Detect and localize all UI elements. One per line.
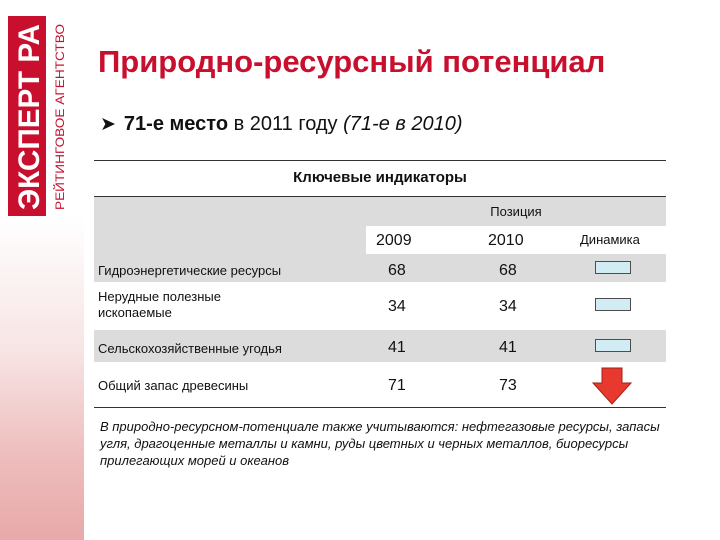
table-row-name: Общий запас древесины (98, 378, 249, 393)
table-cell-2010: 73 (499, 377, 517, 394)
year-2009-header: 2009 (376, 232, 412, 249)
dynamics-down-arrow-icon (591, 366, 633, 406)
rank-year-text: в 2011 году (228, 113, 344, 135)
table-row-name: Гидроэнергетические ресурсы (98, 263, 282, 278)
logo-brand-text: ЭКСПЕРТ РА (13, 22, 46, 210)
footnote-text: В природно-ресурсном-потенциале также учитываются: нефтегазовые ресурсы, запасы угля, драгоценные металлы и камни, руды цветных и черных металлов, биоресурсы прилегающих морей и океанов (100, 419, 660, 468)
rank-previous-text: (71-е в 2010) (343, 113, 463, 135)
rank-text: 71-е место (123, 113, 229, 135)
table-cell-2009: 34 (388, 298, 406, 315)
dynamics-flat-icon (595, 339, 631, 352)
page-title: Природно-ресурсный потенциал (98, 44, 606, 79)
year-2010-header: 2010 (488, 232, 524, 249)
position-header: Позиция (490, 204, 542, 219)
table-cell-2009: 41 (388, 339, 406, 356)
table-cell-2009: 71 (388, 377, 406, 394)
table-row-name: Нерудные полезные ископаемые (98, 289, 221, 320)
table-cell-2010: 41 (499, 339, 517, 356)
table-cell-2010: 34 (499, 298, 517, 315)
dynamics-flat-icon (595, 298, 631, 311)
table-top-rule (94, 160, 666, 161)
logo-subtitle-text: РЕЙТИНГОВОЕ АГЕНТСТВО (53, 46, 67, 210)
table-title: Ключевые индикаторы (293, 169, 467, 186)
table-cell-2009: 68 (388, 262, 406, 279)
table-row-name: Сельскохозяйственные угодья (98, 341, 282, 356)
table-cell-2010: 68 (499, 262, 517, 279)
rank-bullet (100, 113, 463, 136)
expert-ra-logo (8, 16, 72, 216)
table-bottom-rule (94, 407, 666, 408)
dynamics-flat-icon (595, 261, 631, 274)
bullet-arrow-icon: ➤ (100, 114, 116, 135)
indicators-table (94, 160, 666, 410)
dynamics-header: Динамика (580, 232, 640, 247)
